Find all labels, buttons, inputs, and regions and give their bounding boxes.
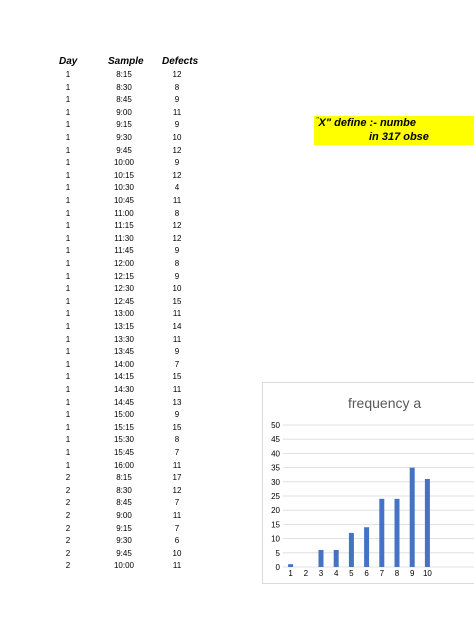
sample-cell: 12:30	[113, 284, 135, 294]
sample-cell: 8:30	[116, 485, 132, 495]
defects-cell: 12	[172, 70, 182, 79]
sample-cell: 10:15	[113, 170, 135, 180]
chart-title: frequency a	[348, 395, 422, 411]
x-tick-label: 1	[288, 569, 293, 578]
sample-cell: 15:30	[113, 435, 135, 445]
day-cell: 1	[65, 183, 71, 193]
defects-cell: 15	[172, 422, 182, 432]
chart-plot	[263, 383, 474, 583]
day-cell: 1	[65, 410, 71, 420]
table-row	[0, 94, 220, 107]
day-cell: 1	[65, 347, 71, 357]
day-cell: 1	[65, 233, 71, 243]
table-row	[0, 182, 220, 195]
frequency-chart[interactable]	[262, 382, 474, 584]
y-tick-label: 10	[271, 534, 280, 544]
x-tick-label: 4	[333, 569, 339, 578]
sample-cell: 9:45	[116, 548, 132, 558]
day-cell: 1	[65, 145, 71, 155]
sample-cell: 14:15	[113, 372, 135, 382]
sample-cell: 9:00	[116, 511, 132, 520]
x-tick-label: 7	[379, 569, 385, 578]
defects-cell: 11	[172, 334, 182, 344]
defects-cell: 10	[172, 284, 182, 294]
sample-cell: 13:45	[113, 347, 135, 357]
defects-cell: 11	[172, 385, 182, 394]
table-row	[0, 308, 220, 321]
sample-cell: 13:15	[113, 322, 135, 331]
table-row	[0, 258, 220, 271]
table-row	[0, 472, 220, 485]
defects-cell: 12	[172, 485, 182, 495]
sample-cell: 9:15	[116, 523, 132, 533]
sample-cell: 14:00	[113, 359, 135, 369]
table-row	[0, 157, 220, 170]
defects-cell: 7	[174, 359, 180, 369]
bar	[410, 468, 415, 567]
sample-cell: 8:15	[116, 70, 132, 79]
day-cell: 1	[65, 334, 71, 344]
day-cell: 1	[65, 296, 71, 306]
table-row	[0, 497, 220, 510]
bar	[379, 499, 384, 567]
defects-cell: 14	[172, 322, 182, 331]
day-cell: 1	[65, 82, 71, 92]
bar	[395, 499, 400, 567]
day-cell: 1	[65, 271, 71, 281]
day-cell: 1	[65, 133, 71, 142]
day-cell: 2	[65, 485, 71, 495]
day-cell: 1	[65, 95, 71, 105]
defects-cell: 17	[172, 473, 182, 483]
sample-cell: 10:00	[113, 158, 135, 168]
table-row	[0, 296, 220, 309]
sample-cell: 12:00	[113, 259, 135, 268]
defects-cell: 13	[172, 397, 182, 407]
sample-cell: 12:15	[113, 271, 135, 281]
definition-callout	[314, 116, 474, 145]
sample-cell: 13:00	[113, 309, 135, 319]
bar	[349, 533, 354, 567]
table-row	[0, 460, 220, 473]
day-cell: 1	[65, 397, 71, 407]
sample-cell: 8:30	[116, 82, 132, 92]
y-tick-label: 5	[275, 548, 280, 558]
day-cell: 1	[65, 120, 71, 130]
x-tick-label: 10	[422, 569, 432, 578]
day-cell: 1	[65, 221, 71, 231]
x-tick-label: 5	[349, 569, 354, 578]
day-cell: 1	[65, 246, 71, 256]
sample-cell: 14:30	[113, 385, 135, 394]
table-row	[0, 321, 220, 334]
sample-cell: 8:15	[116, 473, 132, 483]
day-cell: 1	[65, 70, 71, 79]
sample-cell: 8:45	[116, 498, 132, 508]
callout-line-2: in 317 obse	[369, 131, 429, 143]
sample-cell: 15:15	[113, 422, 135, 432]
table-row	[0, 434, 220, 447]
defects-cell: 11	[172, 511, 182, 520]
sample-cell: 13:30	[113, 334, 135, 344]
y-tick-label: 25	[271, 492, 280, 501]
day-cell: 1	[65, 196, 71, 205]
day-cell: 2	[65, 548, 71, 558]
table-row	[0, 195, 220, 208]
sample-cell: 15:45	[113, 448, 135, 457]
sample-cell: 15:00	[113, 410, 135, 420]
table-row	[0, 220, 220, 233]
table-row	[0, 170, 220, 183]
day-cell: 2	[65, 498, 71, 508]
sample-cell: 16:00	[113, 460, 135, 470]
defects-cell: 11	[172, 107, 182, 117]
sample-cell: 11:45	[114, 246, 134, 256]
table-row	[0, 82, 220, 95]
header-day: Day	[59, 56, 78, 67]
day-cell: 1	[65, 448, 71, 457]
defects-cell: 11	[172, 460, 182, 470]
table-row	[0, 245, 220, 258]
day-cell: 1	[65, 422, 71, 432]
day-cell: 1	[65, 208, 71, 218]
table-row	[0, 447, 220, 460]
sample-cell: 14:45	[113, 397, 135, 407]
table-row	[0, 422, 220, 435]
table-row	[0, 548, 220, 561]
defects-cell: 6	[174, 536, 180, 546]
y-tick-label: 45	[271, 435, 280, 445]
table-row	[0, 359, 220, 372]
defects-cell: 8	[174, 259, 180, 268]
day-cell: 2	[65, 536, 71, 546]
sample-cell: 10:45	[113, 196, 135, 205]
day-cell: 1	[65, 284, 71, 294]
sample-cell: 11:30	[114, 233, 134, 243]
defects-cell: 7	[174, 448, 180, 457]
table-row	[0, 233, 220, 246]
defects-cell: 9	[174, 271, 180, 281]
defects-cell: 9	[174, 410, 180, 420]
table-row	[0, 145, 220, 158]
sample-cell: 11:00	[114, 208, 134, 218]
table-row	[0, 69, 220, 82]
x-tick-label: 9	[409, 569, 415, 578]
day-cell: 1	[65, 372, 71, 382]
bar	[288, 564, 293, 567]
sample-cell: 9:00	[116, 107, 132, 117]
bar	[334, 550, 339, 567]
defects-cell: 11	[172, 561, 182, 571]
y-tick-label: 0	[275, 563, 280, 572]
defects-cell: 8	[174, 435, 180, 445]
defects-cell: 4	[174, 183, 180, 193]
day-cell: 2	[65, 473, 71, 483]
y-tick-label: 35	[271, 463, 280, 473]
table-row	[0, 397, 220, 410]
defects-cell: 7	[174, 523, 180, 533]
callout-line-1: "X" define :- numbe	[316, 117, 416, 129]
table-row	[0, 485, 220, 498]
x-tick-label: 6	[364, 569, 369, 578]
bar	[364, 527, 369, 567]
defects-cell: 12	[172, 221, 182, 231]
y-tick-label: 40	[271, 449, 280, 459]
bar	[425, 479, 430, 567]
defects-cell: 10	[172, 133, 182, 142]
sample-cell: 8:45	[116, 95, 132, 105]
day-cell: 2	[65, 511, 71, 520]
day-cell: 1	[65, 170, 71, 180]
defects-cell: 15	[172, 296, 182, 306]
defects-cell: 9	[174, 158, 180, 168]
table-row	[0, 132, 220, 145]
table-row	[0, 334, 220, 347]
defects-cell: 10	[172, 548, 182, 558]
defects-cell: 9	[174, 120, 180, 130]
table-row	[0, 283, 220, 296]
table-row	[0, 271, 220, 284]
defects-cell: 11	[172, 309, 182, 319]
sample-cell: 10:00	[113, 561, 135, 571]
day-cell: 1	[65, 322, 71, 331]
defects-cell: 9	[174, 246, 180, 256]
day-cell: 1	[65, 385, 71, 394]
day-cell: 1	[65, 259, 71, 268]
day-cell: 1	[65, 435, 71, 445]
y-tick-label: 50	[271, 421, 280, 430]
sample-cell: 9:45	[116, 145, 132, 155]
defects-cell: 8	[174, 82, 180, 92]
table-row	[0, 346, 220, 359]
day-cell: 1	[65, 460, 71, 470]
x-tick-label: 8	[394, 569, 400, 578]
defects-cell: 9	[174, 95, 180, 105]
defects-cell: 12	[172, 145, 182, 155]
table-row	[0, 510, 220, 523]
y-tick-label: 15	[271, 520, 280, 530]
table-row	[0, 523, 220, 536]
table-row	[0, 560, 220, 573]
x-tick-label: 3	[318, 569, 324, 578]
day-cell: 2	[65, 561, 71, 571]
sample-cell: 10:30	[113, 183, 135, 193]
sample-cell: 9:30	[116, 133, 132, 142]
bar	[319, 550, 324, 567]
day-cell: 1	[65, 158, 71, 168]
header-sample: Sample	[108, 56, 144, 67]
table-row	[0, 107, 220, 120]
table-row	[0, 119, 220, 132]
sample-cell: 9:15	[116, 120, 132, 130]
day-cell: 2	[65, 523, 71, 533]
y-tick-label: 20	[271, 506, 280, 516]
day-cell: 1	[65, 309, 71, 319]
defects-cell: 11	[172, 196, 182, 205]
sample-cell: 12:45	[113, 296, 135, 306]
table-row	[0, 535, 220, 548]
defects-cell: 9	[174, 347, 180, 357]
sample-cell: 9:30	[116, 536, 132, 546]
defects-cell: 8	[174, 208, 180, 218]
table-row	[0, 409, 220, 422]
table-row	[0, 384, 220, 397]
header-defects: Defects	[162, 56, 199, 67]
y-tick-label: 30	[271, 477, 280, 487]
table-row	[0, 208, 220, 221]
table-row	[0, 371, 220, 384]
x-tick-label: 2	[303, 569, 309, 578]
day-cell: 1	[65, 107, 71, 117]
defects-cell: 15	[172, 372, 182, 382]
defects-cell: 12	[172, 233, 182, 243]
sample-cell: 11:15	[114, 221, 134, 231]
defects-cell: 12	[172, 170, 182, 180]
defects-cell: 7	[174, 498, 180, 508]
day-cell: 1	[65, 359, 71, 369]
